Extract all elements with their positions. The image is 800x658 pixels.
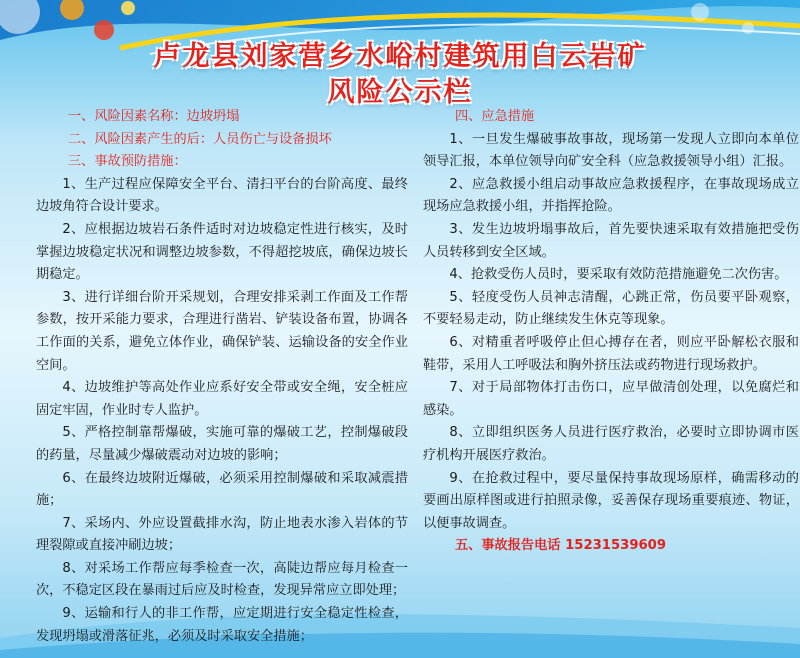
emergency-item: 4、抢救受伤人员时，要采取有效防范措施避免二次伤害。 <box>449 267 788 283</box>
emergency-item: 9、在抢救过程中，要尽量保持事故现场原样，确需移动的要画出原样图或进行拍照录像，妥善保存现场重要痕迹、物证，以便事故调查。 <box>423 470 799 531</box>
right-column <box>423 106 799 558</box>
risk-factor-name: 一、风险因素名称：边坡坍塌 <box>68 109 240 124</box>
emergency-item: 8、立即组织医务人员进行医疗救治，必要时立即协调市医疗机构开展医疗救治。 <box>423 425 799 463</box>
emergency-item: 3、发生边坡坍塌事故后，首先要快速采取有效措施把受伤人员转移到安全区域。 <box>423 221 799 260</box>
prevention-item: 9、运输和行人的非工作帮，应定期进行安全稳定性检查，发现坍塌或滑落征兆，必须及时采取安全措施； <box>36 606 408 644</box>
prevention-item: 7、采场内、外应设置截排水沟，防止地表水渗入岩体的节理裂隙或直接冲刷边坡； <box>36 515 408 554</box>
accident-report-phone: 五、事故报告电话 15231539609 <box>455 538 667 554</box>
emergency-item: 7、对于局部物体打击伤口，应早做清创处理，以免腐烂和感染。 <box>423 380 799 418</box>
prevention-item: 1、生产过程应保障安全平台、清扫平台的台阶高度、最终边坡角符合设计要求。 <box>36 176 408 215</box>
board-title: 卢龙县刘家营乡水峪村建筑用白云岩矿 <box>153 41 647 72</box>
left-column <box>36 106 408 648</box>
emergency-item: 1、一旦发生爆破事故事故，现场第一发现人立即向本单位领导汇报，本单位领导向矿安全科（应急救援领导小组）汇报。 <box>423 131 799 170</box>
emergency-item: 5、轻度受伤人员神志清醒，心跳正常，伤员要平卧观察，不要轻易走动，防止继续发生休克等现象。 <box>423 289 799 328</box>
prevention-item: 4、边坡维护等高处作业应系好安全带或安全绳，安全桩应固定牢固，作业时专人监护。 <box>36 380 408 418</box>
prevention-item: 8、对采场工作帮应每季检查一次，高陡边帮应每月检查一次，不稳定区段在暴雨过后应及时检查，发现异常应立即处理； <box>36 560 408 599</box>
prevention-heading: 三、事故预防措施： <box>68 154 187 170</box>
emergency-item: 2、应急救援小组启动事故应急救援程序，在事故现场成立现场应急救援小组，并指挥抢险。 <box>423 176 799 215</box>
emergency-item: 6、对精重者呼吸停止但心搏存在者，则应平卧解松衣服和鞋带，采用人工呼吸法和胸外挤压法或药物进行现场救护。 <box>423 334 799 373</box>
prevention-item: 3、进行详细台阶开采规划，合理安排采剥工作面及工作帮参数，按开采能力要求，合理进行凿岩、铲装设备布置，协调各工作面的关系，避免立体作业，确保铲装、运输设备的安全作业空间。 <box>36 289 408 373</box>
emergency-heading: 四、应急措施 <box>455 109 535 124</box>
prevention-item: 2、应根据边坡岩石条件适时对边坡稳定性进行核实，及时掌握边坡稳定状况和调整边坡参数，不得超挖坡底，确保边坡长期稳定。 <box>36 221 408 283</box>
risk-consequence: 二、风险因素产生的后：人员伤亡与设备损坏 <box>68 131 332 147</box>
prevention-item: 5、严格控制靠帮爆破，实施可靠的爆破工艺，控制爆破段的药量，尽量减少爆破震动对边坡的影响； <box>36 425 408 463</box>
board-subtitle: 风险公示栏 <box>327 77 473 108</box>
prevention-item: 6、在最终边坡附近爆破，必须采用控制爆破和采取减震措施； <box>36 470 408 509</box>
